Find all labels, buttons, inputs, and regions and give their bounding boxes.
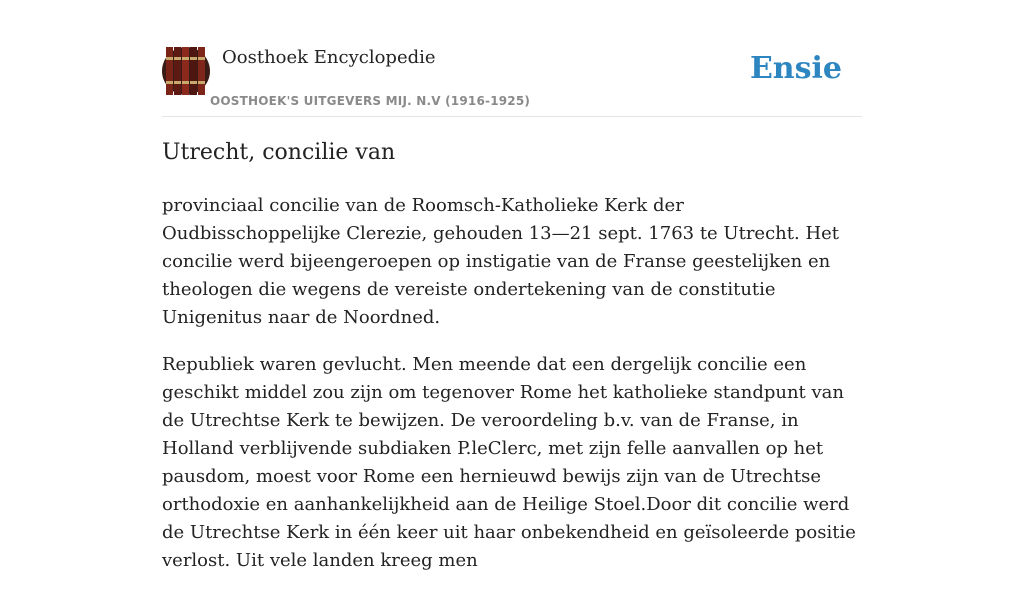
site-name[interactable]: Oosthoek Encyclopedie — [222, 47, 436, 68]
article-paragraph: Republiek waren gevlucht. Men meende dat een dergelijk concilie een geschikt middel zou zijn om tegenover Rome het katholieke standpunt van de Utrechtse Kerk te bewijzen. De veroordeling b.v. van de Franse, in Holland verblijvende subdiaken P.leClerc, met zijn felle aanvallen op het pausdom, moest voor Rome een hernieuwd bewijs zijn van de Utrechtse orthodoxie en aanhankelijkheid aan de Heilige Stoel.Door dit concilie werd de Utrechtse Kerk in één keer uit haar onbekendheid en geïsoleerde positie verlost. Uit vele landen kreeg men — [162, 354, 856, 571]
book-spine-icon — [190, 47, 197, 95]
site-header — [162, 46, 862, 117]
article-title: Utrecht, concilie van — [162, 140, 396, 165]
ensie-logo[interactable]: Ensie — [749, 51, 842, 86]
article-body — [162, 192, 862, 594]
book-spine-icon — [198, 47, 205, 95]
publisher-label: OOSTHOEK'S UITGEVERS MIJ. N.V (1916-1925) — [210, 94, 531, 108]
encyclopedia-books-avatar[interactable] — [162, 47, 210, 95]
book-spine-icon — [174, 47, 181, 95]
book-spine-icon — [166, 47, 173, 95]
book-spine-icon — [182, 47, 189, 95]
article-paragraph: provinciaal concilie van de Roomsch-Katholieke Kerk der Oudbisschoppelijke Clerezie, gehouden 13—21 sept. 1763 te Utrecht. Het concilie werd bijeengeroepen op instigatie van de Franse geestelijken en theologen die wegens de vereiste ondertekening van de constitutie Unigenitus naar de Noordned. — [162, 195, 840, 328]
